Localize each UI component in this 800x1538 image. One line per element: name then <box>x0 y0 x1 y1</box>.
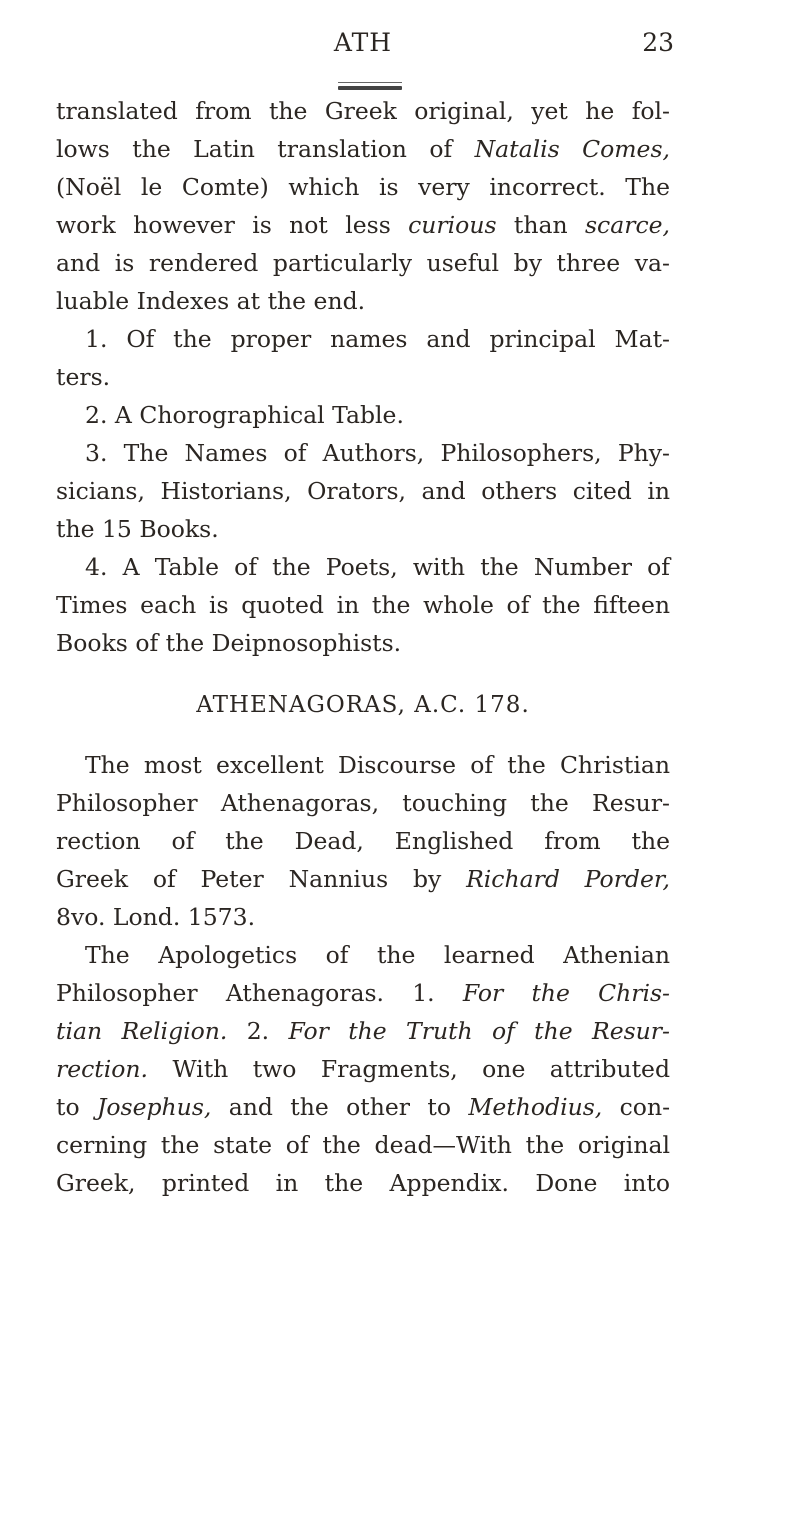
text-line: Greek, printed in the Appendix. Done into <box>56 1169 670 1197</box>
italic-name: Richard Porder, <box>466 865 670 893</box>
text-line: rection. With two Fragments, one attributed <box>56 1055 670 1083</box>
list-item-continuation: Times each is quoted in the whole of the fifteen Books of the Deipnosophists. <box>56 591 670 657</box>
text-line: translated from the Greek original, yet he fol- <box>56 97 670 125</box>
text-line: Philosopher Athenagoras, touching the Resur- <box>56 789 670 817</box>
running-head <box>56 0 674 92</box>
text-line: to Josephus, and the other to Methodius, con- <box>56 1093 671 1121</box>
text-line: The most excellent Discourse of the Christian <box>85 751 670 779</box>
text-line: and is rendered particularly useful by three va- <box>56 249 670 277</box>
running-head-title: ATH <box>333 28 393 57</box>
header-rule <box>338 86 402 90</box>
intro-paragraph <box>56 92 670 320</box>
text-line: rection of the Dead, Englished from the <box>56 827 670 855</box>
bibliography-entry <box>56 746 670 936</box>
text-line: 8vo. Lond. 1573. <box>56 903 256 931</box>
text-line: lows the Latin translation of Natalis Comes, <box>56 135 670 163</box>
section-heading: ATHENAGORAS, A.C. 178. <box>196 692 530 718</box>
list-item-continuation: ters. <box>56 363 111 391</box>
index-list <box>56 320 670 662</box>
list-item: 4. A Table of the Poets, with the Number of <box>85 553 670 581</box>
italic-name: Natalis Comes, <box>474 135 670 163</box>
text-line: Philosopher Athenagoras. 1. For the Chris- <box>56 979 670 1007</box>
text-line: Greek of Peter Nannius by Richard Porder, <box>56 865 670 893</box>
text-line: work however is not less curious than scarce, <box>56 211 671 239</box>
text-line: luable Indexes at the end. <box>56 287 366 315</box>
list-item-continuation: sicians, Historians, Orators, and others cited in the 15 Books. <box>56 477 670 543</box>
book-page <box>56 0 674 1202</box>
bibliography-entry <box>56 936 670 1202</box>
page-number: 23 <box>642 28 674 57</box>
text-line: (Noël le Comte) which is very incorrect. The <box>56 173 670 201</box>
list-item: 3. The Names of Authors, Philosophers, Phy- <box>85 439 670 467</box>
list-item: 1. Of the proper names and principal Mat- <box>85 325 670 353</box>
text-line: cerning the state of the dead—With the original <box>56 1131 670 1159</box>
list-item: 2. A Chorographical Table. <box>85 401 404 429</box>
text-line: tian Religion. 2. For the Truth of the Resur- <box>56 1017 670 1045</box>
text-line: The Apologetics of the learned Athenian <box>85 941 670 969</box>
